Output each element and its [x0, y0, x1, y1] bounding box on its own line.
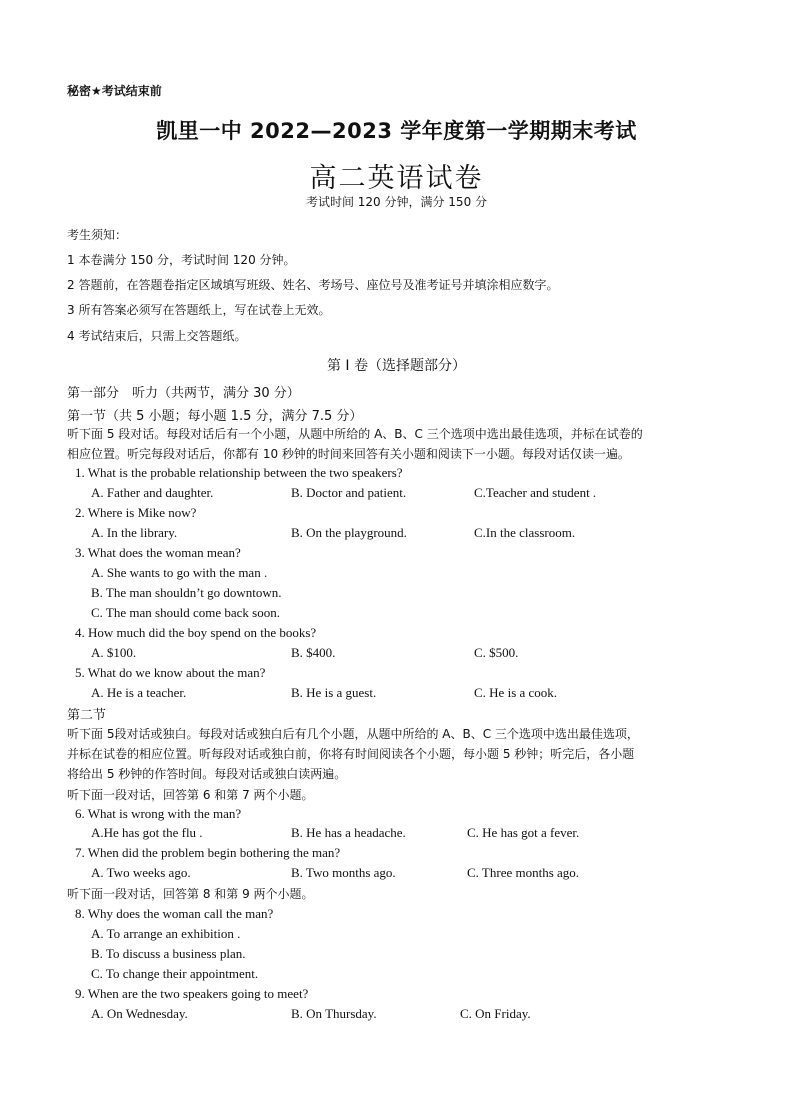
- option-b: B. To discuss a business plan.: [91, 946, 246, 961]
- option-b: B. He has a headache.: [291, 825, 406, 840]
- section2-instructions: 听下面 5段对话或独白。每段对话或独白后有几个小题，从题中所给的 A、B、C 三个选项中选出最佳选项，: [67, 727, 639, 741]
- option-a: A. $100.: [91, 645, 137, 660]
- subject-title: 高二英语试卷: [309, 163, 484, 194]
- option-a: A. On Wednesday.: [91, 1006, 188, 1021]
- option-a: A.He has got the flu .: [91, 825, 203, 840]
- question-text: 3. What does the woman mean?: [75, 545, 241, 560]
- section1-title: 第一节（共 5 小题；每小题 1.5 分，满分 7.5 分）: [67, 409, 363, 424]
- option-b: B. He is a guest.: [291, 685, 377, 700]
- part1-title: 第一部分 听力（共两节，满分 30 分）: [67, 386, 300, 401]
- option-a: A. He is a teacher.: [91, 685, 187, 700]
- option-b: B. On Thursday.: [291, 1006, 377, 1021]
- notice-item: 4 考试结束后，只需上交答题纸。: [67, 329, 247, 343]
- question-text: 5. What do we know about the man?: [75, 665, 266, 680]
- option-c: C. To change their appointment.: [91, 966, 259, 981]
- option-c: C. The man should come back soon.: [91, 605, 280, 620]
- notice-item: 3 所有答案必须写在答题纸上，写在试卷上无效。: [67, 303, 331, 317]
- dialogue-instructions: 听下面一段对话，回答第 8 和第 9 两个小题。: [67, 887, 314, 901]
- notice-item: 2 答题前，在答题卷指定区域填写班级、姓名、考场号、座位号及准考证号并填涂相应数字。: [67, 278, 559, 292]
- option-b: B. Doctor and patient.: [291, 485, 407, 500]
- option-c: C. On Friday.: [460, 1006, 531, 1021]
- question-text: 1. What is the probable relationship between the two speakers?: [75, 465, 403, 480]
- exam-info: 考试时间 120 分钟，满分 150 分: [305, 195, 488, 209]
- dialogue-instructions: 听下面一段对话，回答第 6 和第 7 两个小题。: [67, 788, 314, 802]
- option-c: C. $500.: [474, 645, 519, 660]
- option-c: C. Three months ago.: [467, 865, 580, 880]
- volume-title: 第 I 卷（选择题部分）: [326, 358, 467, 374]
- option-c: C.In the classroom.: [474, 525, 576, 540]
- option-c: C.Teacher and student .: [474, 485, 597, 500]
- question-text: 4. How much did the boy spend on the books?: [75, 625, 317, 640]
- question-text: 6. What is wrong with the man?: [75, 806, 242, 821]
- section2-instructions: 将给出 5 秒钟的作答时间。每段对话或独白读两遍。: [67, 767, 347, 781]
- question-text: 9. When are the two speakers going to meet?: [75, 986, 309, 1001]
- option-b: B. $400.: [291, 645, 336, 660]
- option-a: A. Father and daughter.: [91, 485, 214, 500]
- notice-heading: 考生须知：: [67, 228, 128, 242]
- option-a: A. Two weeks ago.: [91, 865, 191, 880]
- section2-title: 第二节: [67, 708, 107, 723]
- option-a: A. She wants to go with the man .: [91, 565, 268, 580]
- option-c: C. He is a cook.: [474, 685, 558, 700]
- option-a: A. To arrange an exhibition .: [91, 926, 241, 941]
- school-exam-title: 凯里一中 2022—2023 学年度第一学期期末考试: [156, 119, 637, 143]
- section2-instructions: 并标在试卷的相应位置。听每段对话或独白前，你将有时间阅读各个小题，每小题 5 秒钟；听完后，各小题: [67, 747, 635, 761]
- section1-instructions: 相应位置。听完每段对话后，你都有 10 秒钟的时间来回答有关小题和阅读下一小题。每段对话仅读一遍。: [67, 447, 630, 461]
- section1-instructions: 听下面 5 段对话。每段对话后有一个小题，从题中所给的 A、B、C 三个选项中选出最佳选项，并标在试卷的: [67, 427, 643, 441]
- confidential-label: 秘密★考试结束前: [67, 84, 162, 98]
- question-text: 8. Why does the woman call the man?: [75, 906, 274, 921]
- question-text: 2. Where is Mike now?: [75, 505, 197, 520]
- option-c: C. He has got a fever.: [467, 825, 580, 840]
- option-b: B. The man shouldn’t go downtown.: [91, 585, 282, 600]
- question-text: 7. When did the problem begin bothering the man?: [75, 845, 341, 860]
- notice-item: 1 本卷满分 150 分，考试时间 120 分钟。: [67, 253, 296, 267]
- option-b: B. On the playground.: [291, 525, 407, 540]
- option-b: B. Two months ago.: [291, 865, 396, 880]
- option-a: A. In the library.: [91, 525, 178, 540]
